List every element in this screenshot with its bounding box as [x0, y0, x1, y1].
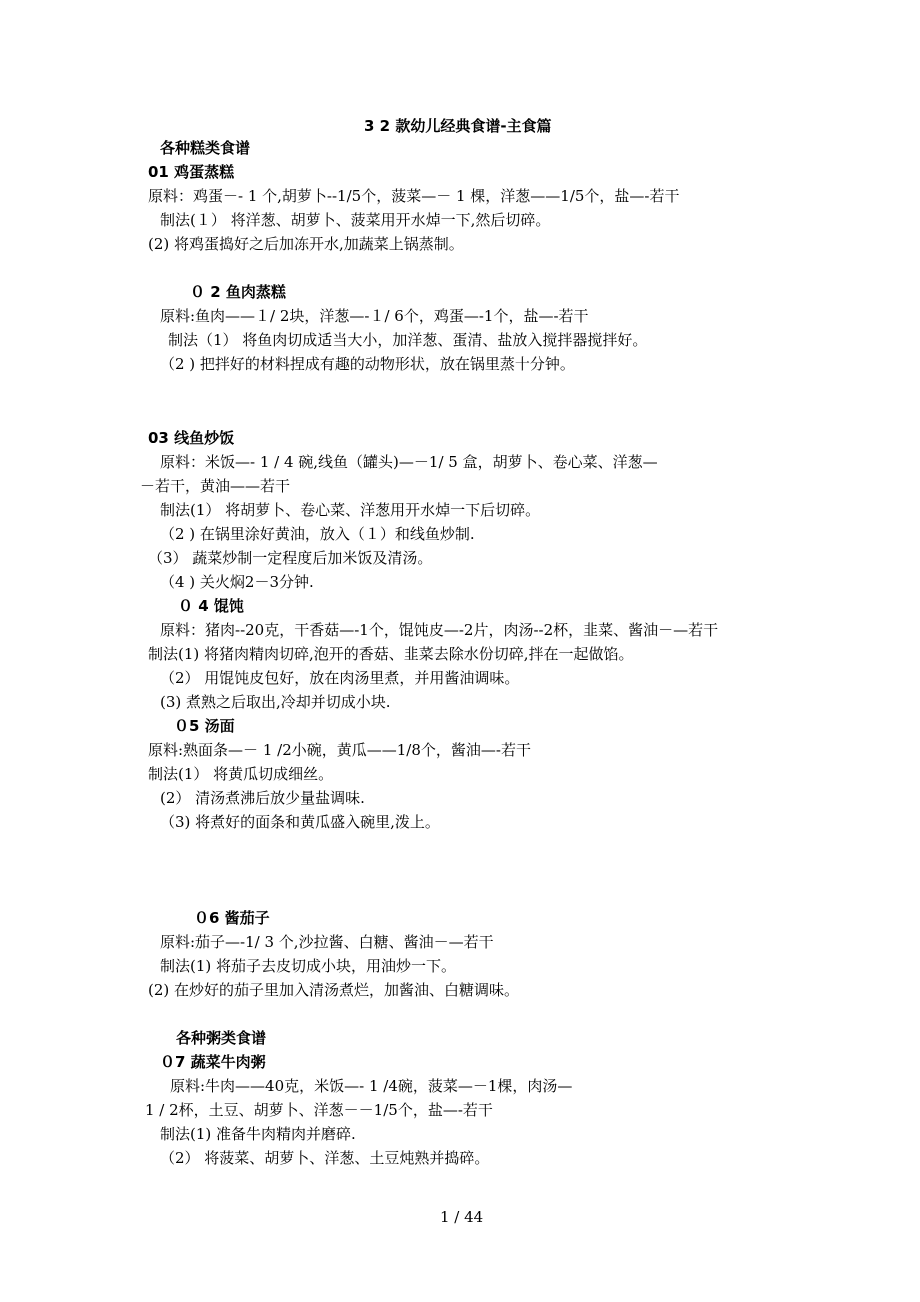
- recipe-step: （2 ) 把拌好的材料捏成有趣的动物形状，放在锅里蒸十分钟。: [160, 355, 575, 373]
- recipe-step: (3) 煮熟之后取出,冷却并切成小块.: [160, 693, 391, 711]
- recipe-title: ０6 酱茄子: [194, 909, 270, 927]
- page-number: 1 / 44: [440, 1208, 484, 1226]
- recipe-step: (2） 清汤煮沸后放少量盐调味.: [160, 789, 365, 807]
- recipe-step: （3） 蔬菜炒制一定程度后加米饭及清汤。: [148, 549, 433, 567]
- recipe-step: （2 ) 在锅里涂好黄油，放入（１）和线鱼炒制.: [160, 525, 475, 543]
- recipe-title: 03 线鱼炒饭: [148, 429, 235, 447]
- recipe-ingredients: 原料：米饭—- 1 / 4 碗,线鱼（罐头)—－1/ 5 盒，胡萝卜、卷心菜、洋葱—: [160, 453, 658, 471]
- recipe-step: (2) 将鸡蛋捣好之后加冻开水,加蔬菜上锅蒸制。: [148, 235, 464, 253]
- recipe-ingredients: 原料：鸡蛋－- 1 个,胡萝卜--1/5个，菠菜—－ 1 棵，洋葱——1/5个，盐—-若干: [148, 187, 680, 205]
- recipe-step: (2) 在炒好的茄子里加入清汤煮烂，加酱油、白糖调味。: [148, 981, 520, 999]
- recipe-ingredients: 原料:茄子—-1/ 3 个,沙拉酱、白糖、酱油－—若干: [160, 933, 494, 951]
- recipe-ingredients: 原料:熟面条—－ 1 /2小碗，黄瓜——1/8个，酱油—-若干: [148, 741, 531, 759]
- recipe-step: （3) 将煮好的面条和黄瓜盛入碗里,泼上。: [160, 813, 440, 831]
- section-heading: 各种粥类食谱: [176, 1029, 267, 1047]
- recipe-step: 制法(1） 将黄瓜切成细丝。: [148, 765, 334, 783]
- section-heading: 各种糕类食谱: [160, 139, 251, 157]
- recipe-ingredients: －若干，黄油——若干: [140, 477, 291, 495]
- recipe-step: 制法(1) 将茄子去皮切成小块，用油炒一下。: [160, 957, 457, 975]
- recipe-step: 制法(１） 将洋葱、胡萝卜、菠菜用开水焯一下,然后切碎。: [160, 211, 551, 229]
- recipe-title: ０ 2 鱼肉蒸糕: [190, 283, 286, 301]
- recipe-title: ０7 蔬菜牛肉粥: [160, 1053, 266, 1071]
- recipe-ingredients: 1 / 2杯，土豆、胡萝卜、洋葱－－1/5个，盐—-若干: [145, 1101, 493, 1119]
- recipe-step: （4 ) 关火焖2－3分钟.: [160, 573, 314, 591]
- recipe-step: 制法(1) 将猪肉精肉切碎,泡开的香菇、韭菜去除水份切碎,拌在一起做馅。: [148, 645, 634, 663]
- page-title: 3 2 款幼儿经典食谱-主食篇: [364, 117, 552, 135]
- recipe-step: 制法(1） 将胡萝卜、卷心菜、洋葱用开水焯一下后切碎。: [160, 501, 541, 519]
- recipe-title: 01 鸡蛋蒸糕: [148, 163, 235, 181]
- recipe-ingredients: 原料:鱼肉——１/ 2块，洋葱—-１/ 6个，鸡蛋—-1个，盐—-若干: [160, 307, 589, 325]
- recipe-ingredients: 原料：猪肉--20克，干香菇—-1个，馄饨皮—-2片，肉汤--2杯，韭菜、酱油－—若干: [160, 621, 719, 639]
- recipe-title: ０ 4 馄饨: [178, 597, 244, 615]
- recipe-title: ０5 汤面: [174, 717, 235, 735]
- recipe-step: 制法(1) 准备牛肉精肉并磨碎.: [160, 1125, 356, 1143]
- recipe-step: 制法（1） 将鱼肉切成适当大小，加洋葱、蛋清、盐放入搅拌器搅拌好。: [168, 331, 648, 349]
- recipe-step: （2） 用馄饨皮包好，放在肉汤里煮，并用酱油调味。: [160, 669, 520, 687]
- recipe-step: （2） 将菠菜、胡萝卜、洋葱、土豆炖熟并捣碎。: [160, 1149, 490, 1167]
- recipe-ingredients: 原料:牛肉——40克，米饭—- 1 /4碗，菠菜—－1棵，肉汤—: [170, 1077, 573, 1095]
